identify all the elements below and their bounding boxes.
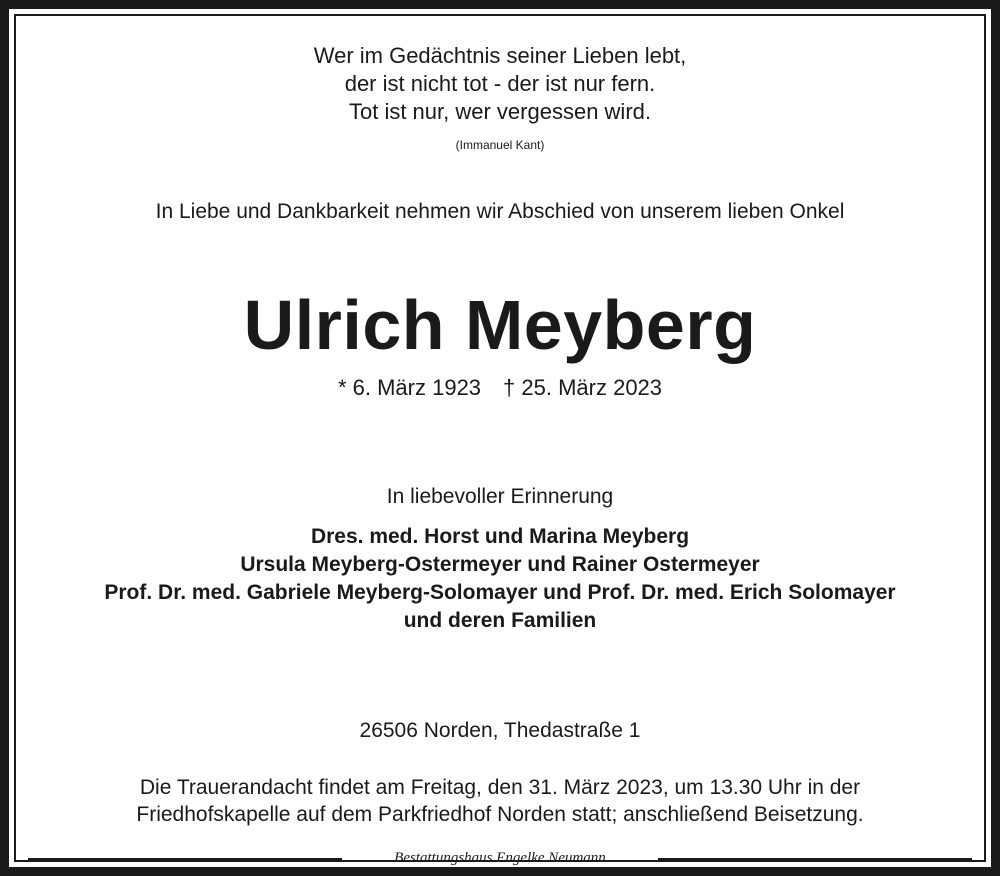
poem-line: Wer im Gedächtnis seiner Lieben lebt, bbox=[313, 43, 687, 68]
mourner-line: und deren Familien bbox=[403, 609, 597, 632]
funeral-home: Bestattungshaus Engelke Neumann bbox=[394, 850, 606, 866]
deceased-name: Ulrich Meyberg bbox=[243, 286, 757, 364]
poem bbox=[0, 42, 1000, 126]
death-date: † 25. März 2023 bbox=[503, 375, 663, 400]
poem-line: Tot ist nur, wer vergessen wird. bbox=[348, 99, 651, 124]
intro-text: In Liebe und Dankbarkeit nehmen wir Abschied von unserem lieben Onkel bbox=[155, 200, 845, 223]
mourner-line: Ursula Meyberg-Ostermeyer und Rainer Ostermeyer bbox=[240, 553, 760, 576]
footer-rule-right bbox=[658, 858, 972, 861]
birth-date: * 6. März 1923 bbox=[337, 375, 482, 400]
service-line: Die Trauerandacht findet am Freitag, den 31. März 2023, um 13.30 Uhr in der bbox=[139, 776, 861, 799]
poem-line: der ist nicht tot - der ist nur fern. bbox=[344, 71, 656, 96]
mourners-list bbox=[0, 523, 1000, 635]
mourner-line: Prof. Dr. med. Gabriele Meyberg-Solomayer und Prof. Dr. med. Erich Solomayer bbox=[104, 581, 896, 604]
footer-rule-left bbox=[28, 858, 342, 861]
life-dates bbox=[0, 374, 1000, 402]
memory-line: In liebevoller Erinnerung bbox=[386, 485, 614, 508]
address: 26506 Norden, Thedastraße 1 bbox=[359, 719, 641, 742]
mourner-line: Dres. med. Horst und Marina Meyberg bbox=[310, 525, 690, 548]
poem-attribution: (Immanuel Kant) bbox=[455, 138, 545, 152]
service-info bbox=[0, 774, 1000, 828]
service-line: Friedhofskapelle auf dem Parkfriedhof Norden statt; anschließend Beisetzung. bbox=[136, 803, 864, 826]
